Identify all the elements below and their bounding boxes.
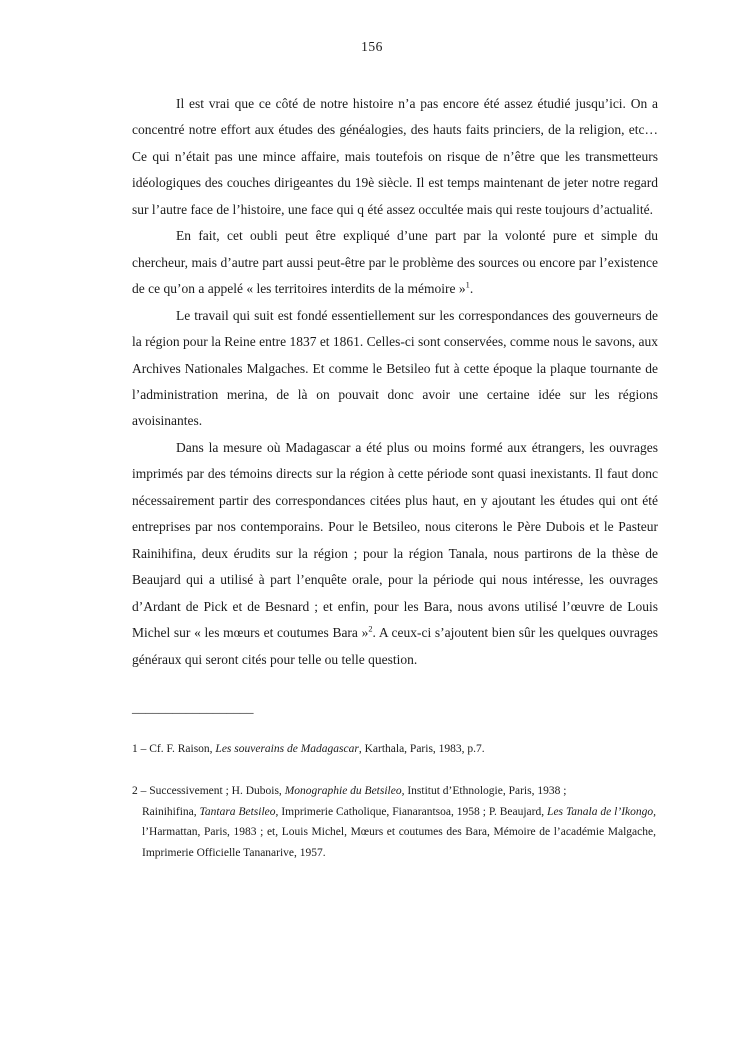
footnote-separator: __________________ xyxy=(132,699,254,715)
italic-text: Tantara Betsileo xyxy=(199,805,276,818)
para xyxy=(132,435,658,673)
footnote-marker: 1 xyxy=(465,280,470,290)
footnote xyxy=(132,781,656,863)
text-run: Rainihifina, xyxy=(142,805,200,818)
italic-text: Les souverains de Madagascar xyxy=(215,742,359,755)
text-run: . A ceux-ci s’ajoutent bien sûr les quelques ouvrages généraux qui seront cités pour telle ou telle question. xyxy=(132,625,658,667)
page-number: 156 xyxy=(361,39,383,54)
text-run: Dans la mesure où Madagascar a été plus ou moins formé aux étrangers, les ouvrages imprimés par des témoins directs sur la région à cette période sont quasi inexistants. Il faut donc nécessairement partir des correspondances citées plus haut, en y ajoutant les études qui ont été entreprises par nos contemporains. Pour le Betsileo, nous citerons le Père Dubois et le Pasteur Rainihifina, deux érudits sur la région ; pour la région Tanala, nous partirons de la thèse de Beaujard qui a utilisé à part l’enquête orale, pour la période qui nous intéresse, les ouvrages d’Ardant de Pick et de Besnard ; et enfin, pour les Bara, nous avons utilisé l’œuvre de Louis Michel sur « les mœurs et coutumes Bara » xyxy=(132,439,658,641)
text-run: , Imprimerie Catholique, Fianarantsoa, 1958 ; P. Beaujard, xyxy=(275,805,548,818)
text-run: 1 – Cf. F. Raison, xyxy=(132,742,216,755)
para xyxy=(132,91,658,223)
text-run: Il est vrai que ce côté de notre histoire n’a pas encore été assez étudié jusqu’ici. On a concentré notre effort aux études des généalogies, des hauts faits princiers, de la religion, etc… Ce qui n’était pas une mince affaire, mais toutefois on risque de n’être que les transmetteurs idéologiques des couches dirigeantes du 19è siècle. Il est temps maintenant de jeter notre regard sur l’autre face de l’histoire, une face qui q été assez occultée mais qui reste toujours d’actualité. xyxy=(132,96,658,217)
footnote xyxy=(132,739,656,760)
text-run: Institut d’Ethnologie, Paris, 1938 ; xyxy=(404,785,567,798)
text-run: Le travail qui suit est fondé essentiellement sur les correspondances des gouverneurs de la région pour la Reine entre 1837 et 1861. Celles-ci sont conservées, comme nous le savons, aux Archives Nationales Malgaches. Et comme le Betsileo fut à cette époque la plaque tournante de l’administration merina, de là on pouvait donc avoir une certaine idée sur les régions avoisinantes. xyxy=(132,307,658,429)
text-run: , Karthala, Paris, 1983, p.7. xyxy=(358,742,485,755)
text-run: En fait, cet oubli peut être expliqué d’une part par la volonté pure et simple du chercheur, mais d’autre part aussi peut-être par le problème des sources ou encore par l’existence de ce qu’on a appelé « les territoires interdits de la mémoire » xyxy=(132,228,658,297)
text-run: . xyxy=(469,281,474,297)
italic-text: Les Tanala de l’Ikongo, xyxy=(547,805,657,818)
body-text xyxy=(132,91,658,673)
italic-text: Monographie du Betsileo, xyxy=(284,785,405,798)
para xyxy=(132,303,658,435)
footnotes xyxy=(132,739,656,864)
footnote-marker: 2 xyxy=(368,624,373,634)
text-run: 2 – Successivement ; H. Dubois, xyxy=(132,785,285,798)
para xyxy=(132,223,658,302)
text-run: l’Harmattan, Paris, 1983 ; et, Louis Michel, Mœurs et coutumes des Bara, Mémoire de l’académie Malgache, Imprimerie Officielle Tananarive, 1957. xyxy=(142,826,656,859)
